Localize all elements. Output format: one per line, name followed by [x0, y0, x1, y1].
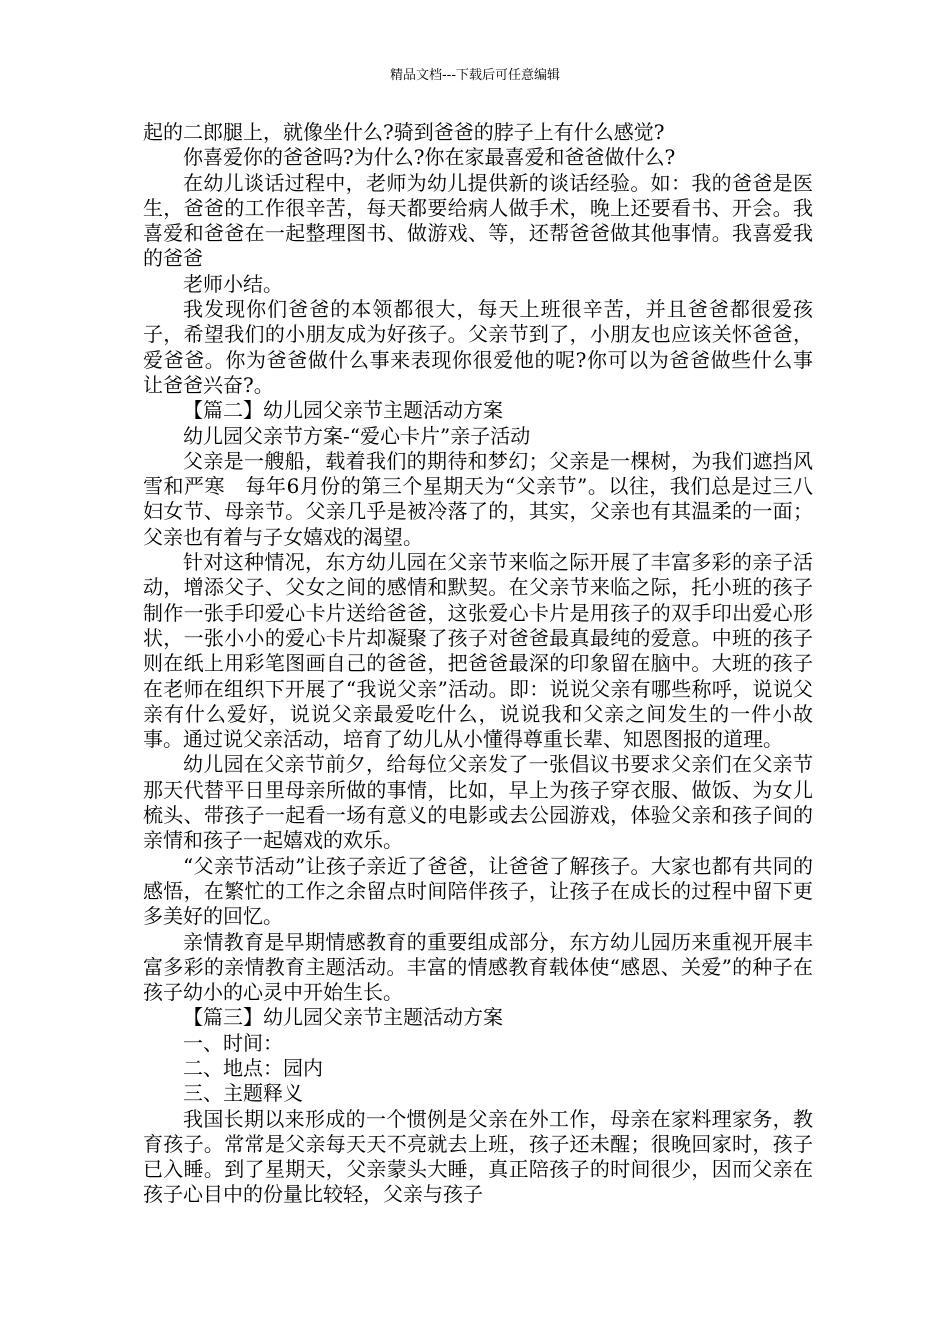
paragraph: “父亲节活动”让孩子亲近了爸爸，让爸爸了解孩子。大家也都有共同的感悟，在繁忙的工作之余留点时间陪伴孩子，让孩子在成长的过程中留下更多美好的回忆。 — [143, 853, 813, 929]
paragraph: 亲情教育是早期情感教育的重要组成部分，东方幼儿园历来重视开展丰富多彩的亲情教育主题活动。丰富的情感教育载体使“感恩、关爱”的种子在孩子幼小的心灵中开始生长。 — [143, 929, 813, 1005]
document-body — [143, 120, 813, 1208]
paragraph: 针对这种情况，东方幼儿园在父亲节来临之际开展了丰富多彩的亲子活动，增添父子、父女之间的感情和默契。在父亲节来临之际，托小班的孩子制作一张手印爱心卡片送给爸爸，这张爱心卡片是用孩子的双手印出爱心形状，一张小小的爱心卡片却凝聚了孩子对爸爸最真最纯的爱意。中班的孩子则在纸上用彩笔图画自己的爸爸，把爸爸最深的印象留在脑中。大班的孩子在老师在组织下开展了“我说父亲”活动。即：说说父亲有哪些称呼，说说父亲有什么爱好，说说父亲最爱吃什么，说说我和父亲之间发生的一件小故事。通过说父亲活动，培育了幼儿从小懂得尊重长辈、知恩图报的道理。 — [143, 550, 813, 752]
paragraph: 父亲是一艘船，载着我们的期待和梦幻；父亲是一棵树，为我们遮挡风雪和严寒 每年6月份的第三个星期天为“父亲节”。以往，我们总是过三八妇女节、母亲节。父亲几乎是被冷落了的，其实，父亲也有其温柔的一面；父亲也有着与子女嬉戏的渴望。 — [143, 448, 813, 549]
paragraph: 在幼儿谈话过程中，老师为幼儿提供新的谈话经验。如：我的爸爸是医生，爸爸的工作很辛苦，每天都要给病人做手术，晚上还要看书、开会。我喜爱和爸爸在一起整理图书、做游戏、等，还帮爸爸做其他事情。我喜爱我的爸爸 — [143, 170, 813, 271]
paragraph: 你喜爱你的爸爸吗?为什么?你在家最喜爱和爸爸做什么? — [183, 145, 676, 170]
paragraph: 我国长期以来形成的一个惯例是父亲在外工作，母亲在家料理家务，教育孩子。常常是父亲每天天不亮就去上班，孩子还未醒；很晚回家时，孩子已入睡。到了星期天，父亲蒙头大睡，真正陪孩子的时间很少，因而父亲在孩子心目中的份量比较轻，父亲与孩子 — [143, 1106, 813, 1207]
section-subtitle: 幼儿园父亲节方案-“爱心卡片”亲子活动 — [183, 423, 531, 448]
list-item: 三、主题释义 — [183, 1081, 303, 1106]
paragraph: 起的二郎腿上，就像坐什么?骑到爸爸的脖子上有什么感觉? — [143, 120, 665, 144]
list-item: 二、地点：园内 — [183, 1055, 323, 1080]
paragraph: 老师小结。 — [183, 271, 283, 296]
page-header: 精品文档---下载后可任意编辑 — [389, 68, 561, 83]
paragraph: 我发现你们爸爸的本领都很大，每天上班很辛苦，并且爸爸都很爱孩子，希望我们的小朋友成为好孩子。父亲节到了，小朋友也应该关怀爸爸，爱爸爸。你为爸爸做什么事来表现你很爱他的呢?你可以为爸爸做些什么事让爸爸兴奋?。 — [143, 297, 813, 397]
list-item: 一、时间： — [183, 1030, 283, 1055]
section-heading: 【篇三】幼儿园父亲节主题活动方案 — [183, 1005, 503, 1030]
section-heading: 【篇二】幼儿园父亲节主题活动方案 — [183, 398, 503, 423]
paragraph: 幼儿园在父亲节前夕，给每位父亲发了一张倡议书要求父亲们在父亲节那天代替平日里母亲所做的事情，比如，早上为孩子穿衣服、做饭、为女儿梳头、带孩子一起看一场有意义的电影或去公园游戏，体验父亲和孩子间的亲情和孩子一起嬉戏的欢乐。 — [143, 752, 813, 853]
